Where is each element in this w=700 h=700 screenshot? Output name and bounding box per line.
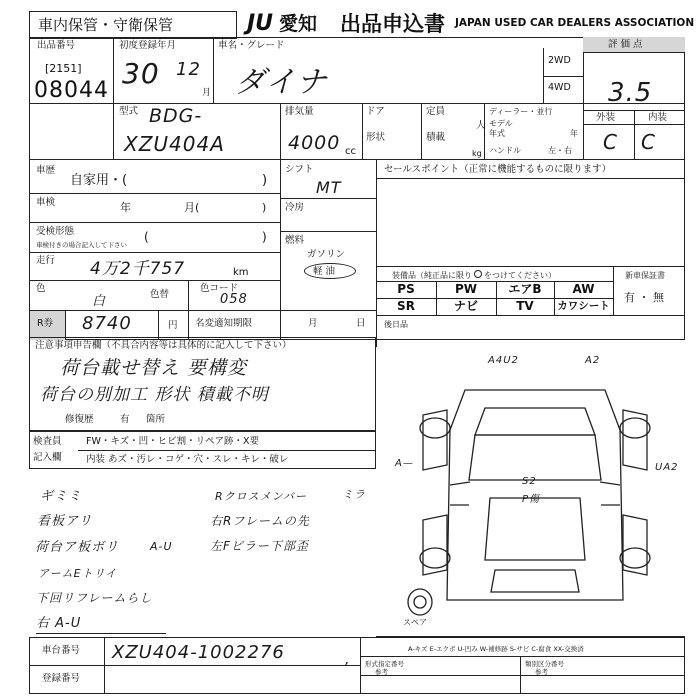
history-value: 自家用・( xyxy=(70,173,128,188)
spare-label: スペア xyxy=(403,618,427,627)
equip-airbag: エアB xyxy=(508,282,542,296)
lot-label: 出品番号 xyxy=(37,40,76,51)
fuel-diesel: 軽 油 xyxy=(313,266,336,277)
class-number-label: 類別区分番号 xyxy=(525,660,564,668)
mileage-label: 走行 xyxy=(36,255,56,266)
drive-2wd: 2WD xyxy=(548,55,571,66)
remark-r1: Rクロスメンバー xyxy=(215,490,307,503)
load-label: 積載 xyxy=(426,132,446,143)
color-code-label: 色コード xyxy=(200,283,239,294)
year-unit: 年 xyxy=(570,129,578,138)
equipment-label: 装備品（純正品に限り をつけてください） xyxy=(392,271,556,280)
storage-box xyxy=(29,11,237,39)
inspection-close: ) xyxy=(262,201,267,214)
color-value: 白 xyxy=(92,294,107,309)
model-label: 型式 xyxy=(119,106,139,117)
diagram-center-2: P傷 xyxy=(522,494,541,505)
remark-6: 右 A-U xyxy=(36,616,82,631)
shift-label: シフト xyxy=(285,164,314,175)
diagram-center: S2 xyxy=(522,476,537,487)
class-ref: 参考 xyxy=(535,668,548,676)
transfer-note: 車検付きの場合記入して下さい xyxy=(36,241,127,249)
shift-value: MT xyxy=(316,178,342,197)
remark-r2: 右Rフレームの先 xyxy=(210,514,310,528)
lot-number: 08044 xyxy=(34,78,109,103)
recycle-value: 8740 xyxy=(82,313,132,334)
equip-aw: AW xyxy=(572,282,595,296)
ju-logo: JU xyxy=(247,11,274,36)
equip-tv: TV xyxy=(516,299,534,313)
period-label: 名変適知期限 xyxy=(195,318,253,329)
rating-label: 評価点 xyxy=(608,39,646,50)
association-name: JAPAN USED CAR DEALERS ASSOCIATION xyxy=(455,17,695,29)
diagram-top-left: A4U2 xyxy=(488,355,519,366)
lot-code: [2151] xyxy=(45,62,82,75)
displacement-value: 4000 xyxy=(288,132,341,154)
recycle-label: R券 xyxy=(37,318,54,329)
form-title: 出品申込書 xyxy=(340,12,445,36)
equip-sr: SR xyxy=(397,299,415,313)
transfer-close: ) xyxy=(262,230,267,244)
diagram-right: UA2 xyxy=(655,462,679,473)
handle-value: 左・右 xyxy=(548,146,572,155)
accessories-label: 後日品 xyxy=(384,320,408,329)
transfer-label: 受検形態 xyxy=(36,226,75,237)
doors-label: ドア xyxy=(366,106,385,117)
remark-2: 看板アリ xyxy=(37,514,93,529)
interior-label: 内装 xyxy=(648,112,668,123)
displacement-unit: cc xyxy=(345,146,356,157)
repair-loc: 箇所 xyxy=(146,414,166,425)
chassis-value: XZU404-1002276 xyxy=(112,642,285,663)
interior-grade: C xyxy=(641,130,656,154)
diagram-top-right: A2 xyxy=(585,355,601,366)
inspector-row-1: FW・キズ・凹・ヒビ割・リペア跡・X要 xyxy=(86,436,259,447)
first-reg-year: 30 xyxy=(122,57,160,90)
transfer-open: ( xyxy=(144,230,149,244)
displacement-label: 排気量 xyxy=(285,106,314,117)
sales-point-label: セールスポイント（正常に機能するものに限ります） xyxy=(384,164,612,175)
history-close: ) xyxy=(262,173,268,188)
load-unit: kg xyxy=(472,149,482,158)
exterior-label: 外装 xyxy=(596,112,616,123)
dealer-label: ディーラー・並行 xyxy=(489,107,553,116)
new-warranty-value: 有 ・ 無 xyxy=(624,291,664,304)
inspector-label-2: 記入欄 xyxy=(33,452,62,463)
equip-ps: PS xyxy=(397,282,415,296)
notes-line-1: 荷台載せ替え 要構変 xyxy=(60,357,248,379)
remark-r1b: ミラ xyxy=(342,488,366,501)
period-month: 月 xyxy=(308,318,318,329)
history-label: 車歴 xyxy=(36,165,56,176)
remark-3: 荷台ア板ボリ xyxy=(35,540,120,555)
mileage-value: 4万2千757 xyxy=(90,259,186,279)
type-ref: 参考 xyxy=(375,668,388,676)
model-year-label: モデル xyxy=(489,119,513,128)
model-value-1: BDG- xyxy=(149,105,203,127)
recycle-unit: 円 xyxy=(168,320,178,331)
car-name-label: 車名・グレード xyxy=(218,40,285,51)
color-change-label: 色替 xyxy=(150,289,170,300)
equip-navi: ナビ xyxy=(453,299,478,313)
inspector-row-2: 内装 あズ・汚レ・コゲ・穴・スレ・キレ・破レ xyxy=(86,454,289,465)
org-name: 愛知 xyxy=(279,13,318,35)
color-code-value: 058 xyxy=(220,292,248,307)
ac-label: 冷房 xyxy=(285,202,305,213)
chassis-comma: , xyxy=(345,652,351,668)
car-name-value: ダイナ xyxy=(235,65,328,100)
fuel-gas: ガソリン xyxy=(307,249,346,260)
inspector-label-1: 検査員 xyxy=(33,436,62,447)
fuel-label: 燃料 xyxy=(285,235,305,246)
registration-label: 登録番号 xyxy=(42,673,81,684)
first-reg-label: 初度登録年月 xyxy=(119,40,177,51)
rating-value: 3.5 xyxy=(608,78,653,108)
repair-label: 修復歴 xyxy=(65,414,94,425)
type-number-label: 形式指定番号 xyxy=(365,660,404,668)
period-day: 日 xyxy=(356,318,366,329)
new-warranty-label: 新車保証書 xyxy=(625,271,665,280)
remark-r3: 左Fピラー下部歪 xyxy=(210,539,309,553)
remark-4: アームEトリイ xyxy=(38,567,118,580)
diagram-left: A— xyxy=(395,458,414,469)
color-label: 色 xyxy=(36,283,46,294)
remark-3b: A-U xyxy=(150,540,173,553)
equip-pw: PW xyxy=(454,282,478,296)
model-value-2: XZU404A xyxy=(124,132,225,156)
repair-has: 有 xyxy=(120,414,130,425)
storage-label: 車内保管・守衛保管 xyxy=(38,16,174,34)
first-reg-unit: 月 xyxy=(202,88,212,98)
equip-leather: カワシート xyxy=(557,300,610,312)
notes-label: 注意事項申告欄（不具合内容等は具体的に記入して下さい） xyxy=(35,340,292,351)
inspection-year: 年 xyxy=(120,201,131,214)
exterior-grade: C xyxy=(603,130,618,154)
handle-label: ハンドル xyxy=(489,146,521,155)
inspection-label: 車検 xyxy=(36,197,56,208)
first-reg-month: 12 xyxy=(176,59,201,80)
legend-text: A-キズ E-エクボ U-凹み W-補修跡 S-サビ C-腐食 XX-交換済 xyxy=(408,645,584,653)
inspection-month: 月( xyxy=(184,201,200,214)
drive-4wd: 4WD xyxy=(548,82,571,93)
notes-line-2: 荷台の別加工 形状 積載不明 xyxy=(40,385,269,405)
chassis-label: 車台番号 xyxy=(42,645,81,656)
shape-label: 形状 xyxy=(366,132,386,143)
year-label: 年式 xyxy=(489,129,505,138)
capacity-unit: 人 xyxy=(476,120,486,131)
remark-5: 下回リフレームらし xyxy=(36,591,153,605)
remark-1: ギミミ xyxy=(40,489,83,504)
mileage-unit: km xyxy=(233,267,249,278)
capacity-label: 定員 xyxy=(426,106,446,117)
